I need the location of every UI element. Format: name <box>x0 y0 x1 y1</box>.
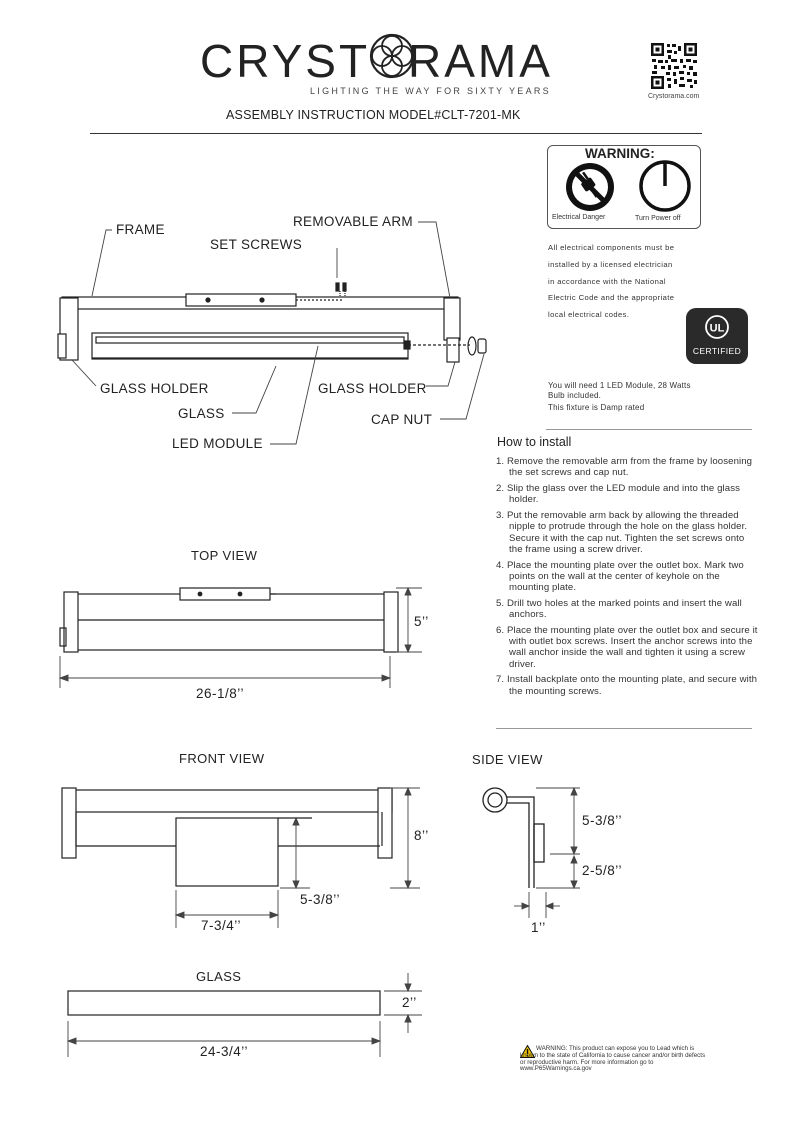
electrical-warning-text <box>548 240 708 324</box>
requirements-note <box>548 381 738 413</box>
side-view-drawing <box>470 770 610 930</box>
ul-mark-icon <box>704 314 730 340</box>
glass-height-dimension: 2’’ <box>402 995 417 1010</box>
page-title: ASSEMBLY INSTRUCTION MODEL#CLT-7201-MK <box>226 108 521 122</box>
prop65-text: WARNING: This product can expose you to Lead which is known to the state of California to cause cancer and/or birth defects or reproductive harm. For more information go to www.P65Warnings.ca.gov <box>520 1045 706 1073</box>
install-step: 7. Install backplate onto the mounting plate, and secure with the mounting screws. <box>496 674 758 697</box>
install-step: 1. Remove the removable arm from the frame by loosening the set screws and cap nut. <box>496 456 753 479</box>
install-step: 2. Slip the glass over the LED module and into the glass holder. <box>496 482 740 506</box>
warning-line: local electrical codes. <box>548 310 630 320</box>
top-view-drawing <box>40 570 460 720</box>
warning-line: Electric Code and the appropriate <box>548 293 675 303</box>
note-line: This fixture is Damp rated <box>548 403 645 412</box>
note-line: You will need 1 LED Module, 28 Watts <box>548 381 691 390</box>
warning-line: installed by a licensed electrician <box>548 259 673 269</box>
glass-view-title: GLASS <box>196 969 242 984</box>
backplate-width-dimension: 7-3/4’’ <box>201 918 242 933</box>
electrical-danger-caption: Electrical Danger <box>552 214 606 221</box>
install-step: 6. Place the mounting plate over the outlet box and secure it with outlet box screws. Insert the anchor screws into the wall anchor inside the wall and tighten it using a screw driver. <box>496 624 758 670</box>
install-step: 3. Put the removable arm back by allowing the threaded nipple to protrude through the hole on the glass holder. Secure it with the cap nut. Tighten the set screws onto the frame using a screw driver. <box>496 509 748 555</box>
install-step: 4. Place the mounting plate over the outlet box. Mark two points on the wall at the center of keyhole on the mounting plate. <box>496 559 744 594</box>
qr-code-icon[interactable] <box>650 42 698 90</box>
glass-holder-left-label: GLASS HOLDER <box>100 381 209 396</box>
note-line: Bulb included. <box>548 391 602 400</box>
notes-divider <box>546 429 752 430</box>
top-view-width-dimension: 26-1/8’’ <box>196 686 245 701</box>
glass-length-dimension: 24-3/4’’ <box>200 1044 249 1059</box>
front-view-title: FRONT VIEW <box>179 751 265 766</box>
backplate-height-dimension: 5-3/8’’ <box>300 892 341 907</box>
glass-holder-right-label: GLASS HOLDER <box>318 381 427 396</box>
side-view-upper-dimension: 5-3/8’’ <box>582 813 623 828</box>
led-module-label: LED MODULE <box>172 436 263 451</box>
top-view-title: TOP VIEW <box>191 548 258 563</box>
front-view-height-dimension: 8’’ <box>414 828 429 843</box>
glass-label: GLASS <box>178 406 225 421</box>
prop65-warning <box>520 1046 710 1073</box>
ul-mark-text: UL <box>709 322 725 335</box>
power-off-caption: Turn Power off <box>635 215 681 222</box>
warning-title: WARNING: <box>585 146 655 161</box>
brand-name-right: RAMA <box>408 35 553 87</box>
warning-line: in accordance with the National <box>548 276 666 286</box>
frame-label: FRAME <box>116 222 165 237</box>
power-off-icon <box>637 158 693 214</box>
cap-nut-label: CAP NUT <box>371 412 433 427</box>
side-view-title: SIDE VIEW <box>472 752 543 767</box>
top-view-depth-dimension: 5’’ <box>414 614 429 629</box>
electrical-danger-icon <box>560 161 620 213</box>
website-label: Crystorama.com <box>648 93 700 100</box>
assembly-diagram <box>0 0 540 460</box>
side-view-lower-dimension: 2-5/8’’ <box>582 863 623 878</box>
brand-tagline: LIGHTING THE WAY FOR SIXTY YEARS <box>310 86 551 96</box>
set-screws-label: SET SCREWS <box>210 237 303 252</box>
front-view-drawing <box>40 770 460 940</box>
removable-arm-label: REMOVABLE ARM <box>293 214 413 229</box>
brand-name-left: CRYST <box>200 35 371 87</box>
steps-divider <box>496 728 752 729</box>
install-step: 5. Drill two holes at the marked points and insert the wall anchors. <box>496 597 742 621</box>
ul-certified-label: CERTIFIED <box>692 346 742 356</box>
install-steps-list <box>496 456 758 701</box>
how-to-install-title: How to install <box>497 435 572 449</box>
side-view-thickness-dimension: 1’’ <box>531 920 546 935</box>
warning-line: All electrical components must be <box>548 243 675 252</box>
